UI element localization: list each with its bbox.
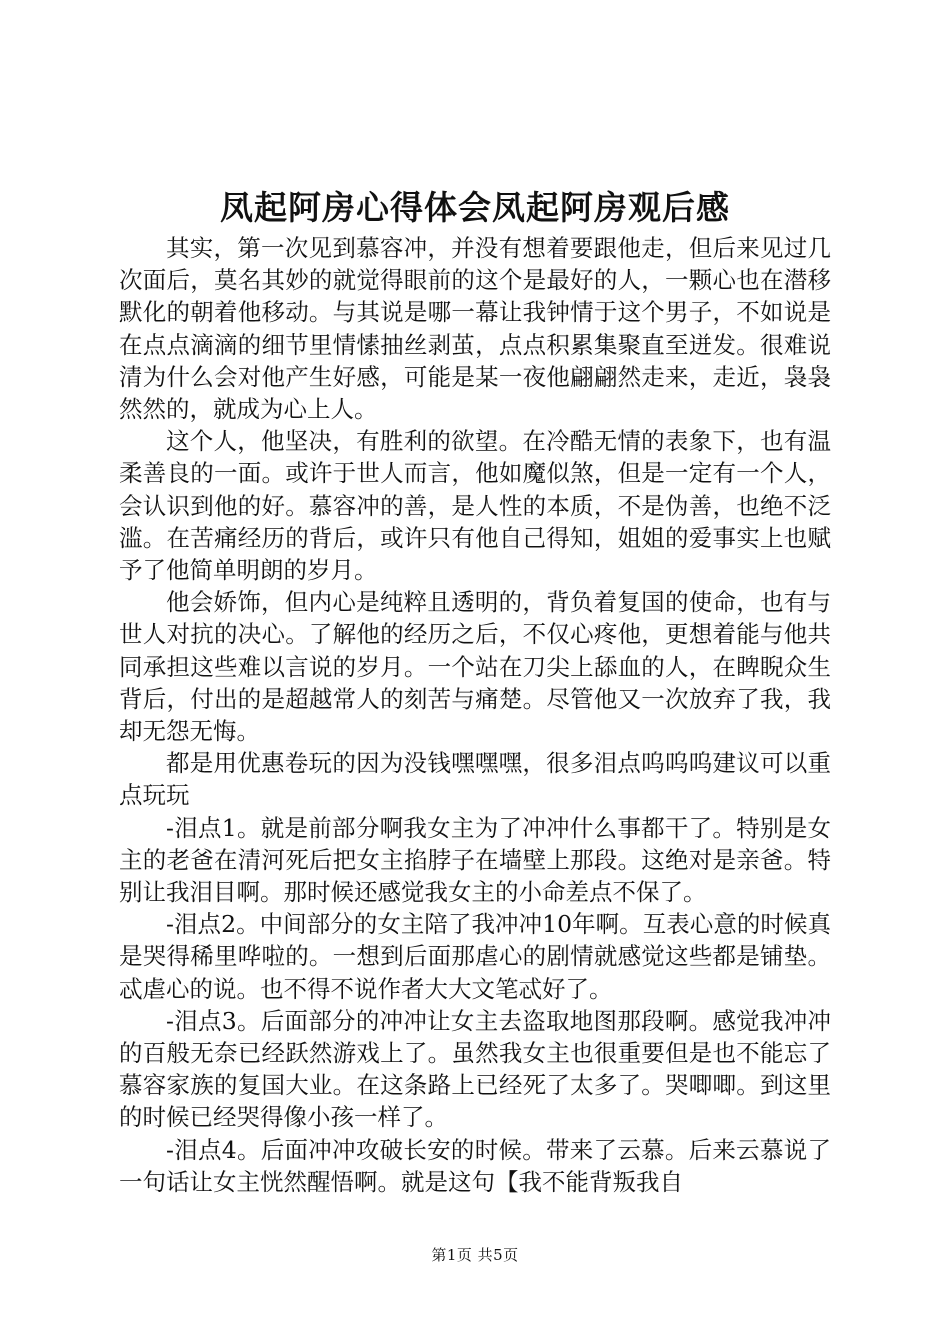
paragraph: -泪点1。就是前部分啊我女主为了冲冲什么事都干了。特别是女主的老爸在清河死后把女主掐脖子在墙壁上那段。这绝对是亲爸。特别让我泪目啊。那时候还感觉我女主的小命差点不保了。 (119, 813, 831, 907)
paragraph: -泪点4。后面冲冲攻破长安的时候。带来了云慕。后来云慕说了一句话让女主恍然醒悟啊。就是这句【我不能背叛我自 (119, 1135, 831, 1196)
paragraph: 其实，第一次见到慕容冲，并没有想着要跟他走，但后来见过几次面后，莫名其妙的就觉得眼前的这个是最好的人，一颗心也在潜移默化的朝着他移动。与其说是哪一幕让我钟情于这个男子，不如说是在点点滴滴的细节里情愫抽丝剥茧，点点积累集聚直至迸发。很难说清为什么会对他产生好感，可能是某一夜他翩翩然走来，走近，袅袅然然的，就成为心上人。 (119, 234, 831, 424)
paragraph: 这个人，他坚决，有胜利的欲望。在冷酷无情的表象下，也有温柔善良的一面。或许于世人而言，他如魔似煞，但是一定有一个人，会认识到他的好。慕容冲的善，是人性的本质，不是伪善，也绝不泛滥。在苦痛经历的背后，或许只有他自己得知，姐姐的爱事实上也赋予了他简单明朗的岁月。 (119, 427, 831, 585)
paragraph: -泪点2。中间部分的女主陪了我冲冲10年啊。互表心意的时候真是哭得稀里哗啦的。一想到后面那虐心的剧情就感觉这些都是铺垫。忒虐心的说。也不得不说作者大大文笔忒好了。 (119, 910, 831, 1003)
page-footer: 第1页 共5页 (431, 1246, 519, 1264)
document-title: 凤起阿房心得体会凤起阿房观后感 (220, 188, 730, 227)
paragraph: 他会娇饰，但内心是纯粹且透明的，背负着复国的使命，也有与世人对抗的决心。了解他的经历之后，不仅心疼他，更想着能与他共同承担这些难以言说的岁月。一个站在刀尖上舔血的人，在睥睨众生背后，付出的是超越常人的刻苦与痛楚。尽管他又一次放弃了我，我却无怨无悔。 (119, 588, 831, 746)
document-body (119, 232, 831, 1198)
paragraph: 都是用优惠卷玩的因为没钱嘿嘿嘿，很多泪点呜呜呜建议可以重点玩玩 (119, 749, 831, 810)
paragraph: -泪点3。后面部分的冲冲让女主去盗取地图那段啊。感觉我冲冲的百般无奈已经跃然游戏上了。虽然我女主也很重要但是也不能忘了慕容家族的复国大业。在这条路上已经死了太多了。哭唧唧。到这里的时候已经哭得像小孩一样了。 (119, 1006, 831, 1132)
